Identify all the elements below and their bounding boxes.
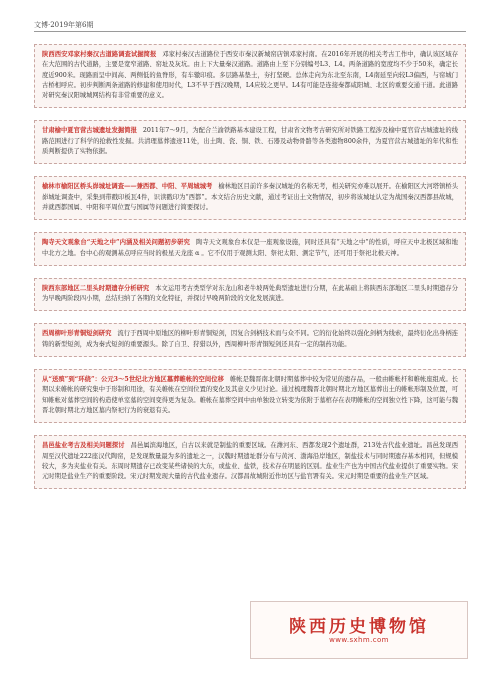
abstract-block <box>34 44 466 108</box>
abstract-body: 陶寺天文观象台本仅是一座观象设施，同时还具有“天地之中”的性质，呼应天中北极区域和地中北方之地。台中心的观测基点呼应当时的极星天龙座 α 。它不仅用于观测太阳、祭祀太阳、测定节气，还可用于祭祀北极天神。 <box>42 239 458 257</box>
abstract-body: 帷帐是魏晋南北朝时期墓葬中较为常见的遗存品，一般由帷帐杆和帷帐座组成。长期以来帷帐的研究集中于形制和用途，有关帷帐在空间位置的变化及其意义少见讨论。通过梳理魏晋北朝时期北方地区墓葬出土的帷帐形制及位置，可知帷帐对墓葬空间的构造使单室墓的空间变得更为复杂。帷帐在墓葬空间中由单独设立转变为依附于墓棺存在表明帷帐的空间独立性下降，这可能与魏晋北朝时期北方地区墓内祭祀行为的衰退有关。 <box>42 376 458 414</box>
abstract-body: 榆林地区目前许多秦汉城址的名称无考，相关研究亦难以展开。在榆阳区大河塔镇桥头峁城址调查中，采集到带戳印板瓦4件，识读戳印为“西都”。本文结合历史文献，通过考证出土文物情况，初步将该城址认定为战国秦汉西都县故城，并就西都国属、中阳和平周位置与国属等问题进行简要探讨。 <box>42 183 459 211</box>
abstract-title: 榆林市榆阳区桥头峁城址调查——兼西都、中阳、平周城城考 <box>42 183 213 191</box>
abstract-block <box>34 323 466 357</box>
abstract-title: 西周柳叶形青铜短剑研究 <box>42 330 112 338</box>
museum-url: www.sxhm.com <box>329 636 389 644</box>
abstract-title: 从“送殡”到“环绕”：公元3～5世纪北方地区墓葬帷帐的空间位移 <box>42 376 224 384</box>
abstract-block <box>34 176 466 220</box>
abstract-block <box>34 120 466 164</box>
museum-logo: 陕西历史博物馆 <box>289 617 429 637</box>
abstract-body: 流行于西周中原地区的柳叶形青铜短剑，因复合剑柄技术而与众不同。它的衍化始终以强化剑柄为线索，最终衍化出身柄连铸的新型短剑，成为秦式短剑的重要源头。除了自卫、狩猎以外，西周柳叶形青铜短剑还具有一定的制药功能。 <box>42 330 459 348</box>
abstract-title: 甘肃榆中夏官营古城遗址发掘简报 <box>42 127 137 135</box>
abstract-block <box>34 232 466 266</box>
abstracts-list <box>34 44 466 501</box>
abstract-body: 2011年7～9月，为配合兰渝铁路基本建设工程，甘肃省文物考古研究所对铁路工程涉及榆中夏官营古城遗址的线路范围进行了科学的抢救性发掘。共清理墓葬遗迹11处，出土陶、瓷、铜、铁、石器及动物骨骼等各类遗物800余件，为夏官营古城遗址的年代和性质判断提供了实物依据。 <box>42 127 459 156</box>
abstract-title: 陶寺天文观象台“天地之中”内涵及相关问题初步研究 <box>42 239 190 247</box>
abstract-title: 陕西东部地区二里头时期遗存分析研究 <box>42 284 150 292</box>
abstract-block <box>34 369 466 423</box>
header-divider <box>34 31 466 32</box>
abstract-title: 陕西西安邓家村秦汉古道路调查试掘简报 <box>42 51 157 58</box>
abstract-block <box>34 435 466 489</box>
abstract-body: 邓家村秦汉古道路位于西安市秦汉新城窑店镇邓家村南。在2016年开展的相关考古工作中，确认该区域存在大范围的古代道路，主要是宽窄道路、窑址及灰坑。由上下大量秦汉道路。道路由上至下分别编号L3、L4。两条道路的宽度均不少于50米，确定长度近900米。现路面呈中间高、两侧低的鱼脊形，有车辙印痕。多层路基垫土，夯打坚硬。总体走向为东北至东南，L4南延至向较L3偏西，与窑城门古桥相呼应。初步判断两条道路的修建和使用时代，L3不早于西汉晚期，L4应较之更早。L4有可能是连接秦都咸阳城、北区的重要交通干道。此道路对研究秦汉阳城城网结构有非常重要的意义。 <box>42 51 459 100</box>
abstract-title: 昌邑盐业考古及相关问题探讨 <box>42 442 125 450</box>
journal-header: 文博·2019年第6期 <box>34 21 94 29</box>
abstract-body: 本文运用考古类型学对东龙山和老牛坡两处典型遗址进行分期，在此基础上将陕西东部地区二里头时期遗存分为早晚两阶段四小期，总结归纳了各期的文化特征，并探讨早晚两阶段的文化发展演进。 <box>42 284 459 303</box>
abstract-block <box>34 278 466 312</box>
museum-logo-banner <box>250 601 468 659</box>
abstract-body: 昌邑属滨海地区，自古以来就是制盐的重要区域。在潍河东、西都发现2个遗址群，213处古代盐业遗址。昌邑发现西周至汉代遗址222座汉代陶窑，是发现数量最为多的遗址之一，汉魏时期遗址群分布与黄河、渤海沿岸地区，制盐技术与同时期遗存基本相同，但规模较大，多为夹盐业有关。东周时期遗存已改变某些诸侯的大东，或盐业、盐铁，技术存在明显的区别。盐业生产也为中国古代盐业提供了重要实物。宋元时期是盐业生产的重要阶段。宋元时期发现大量的古代盐业遗存。汉都昌故城附近作坊区与盐官署有关。宋元时期是重要的盐业生产区域。 <box>42 442 459 481</box>
